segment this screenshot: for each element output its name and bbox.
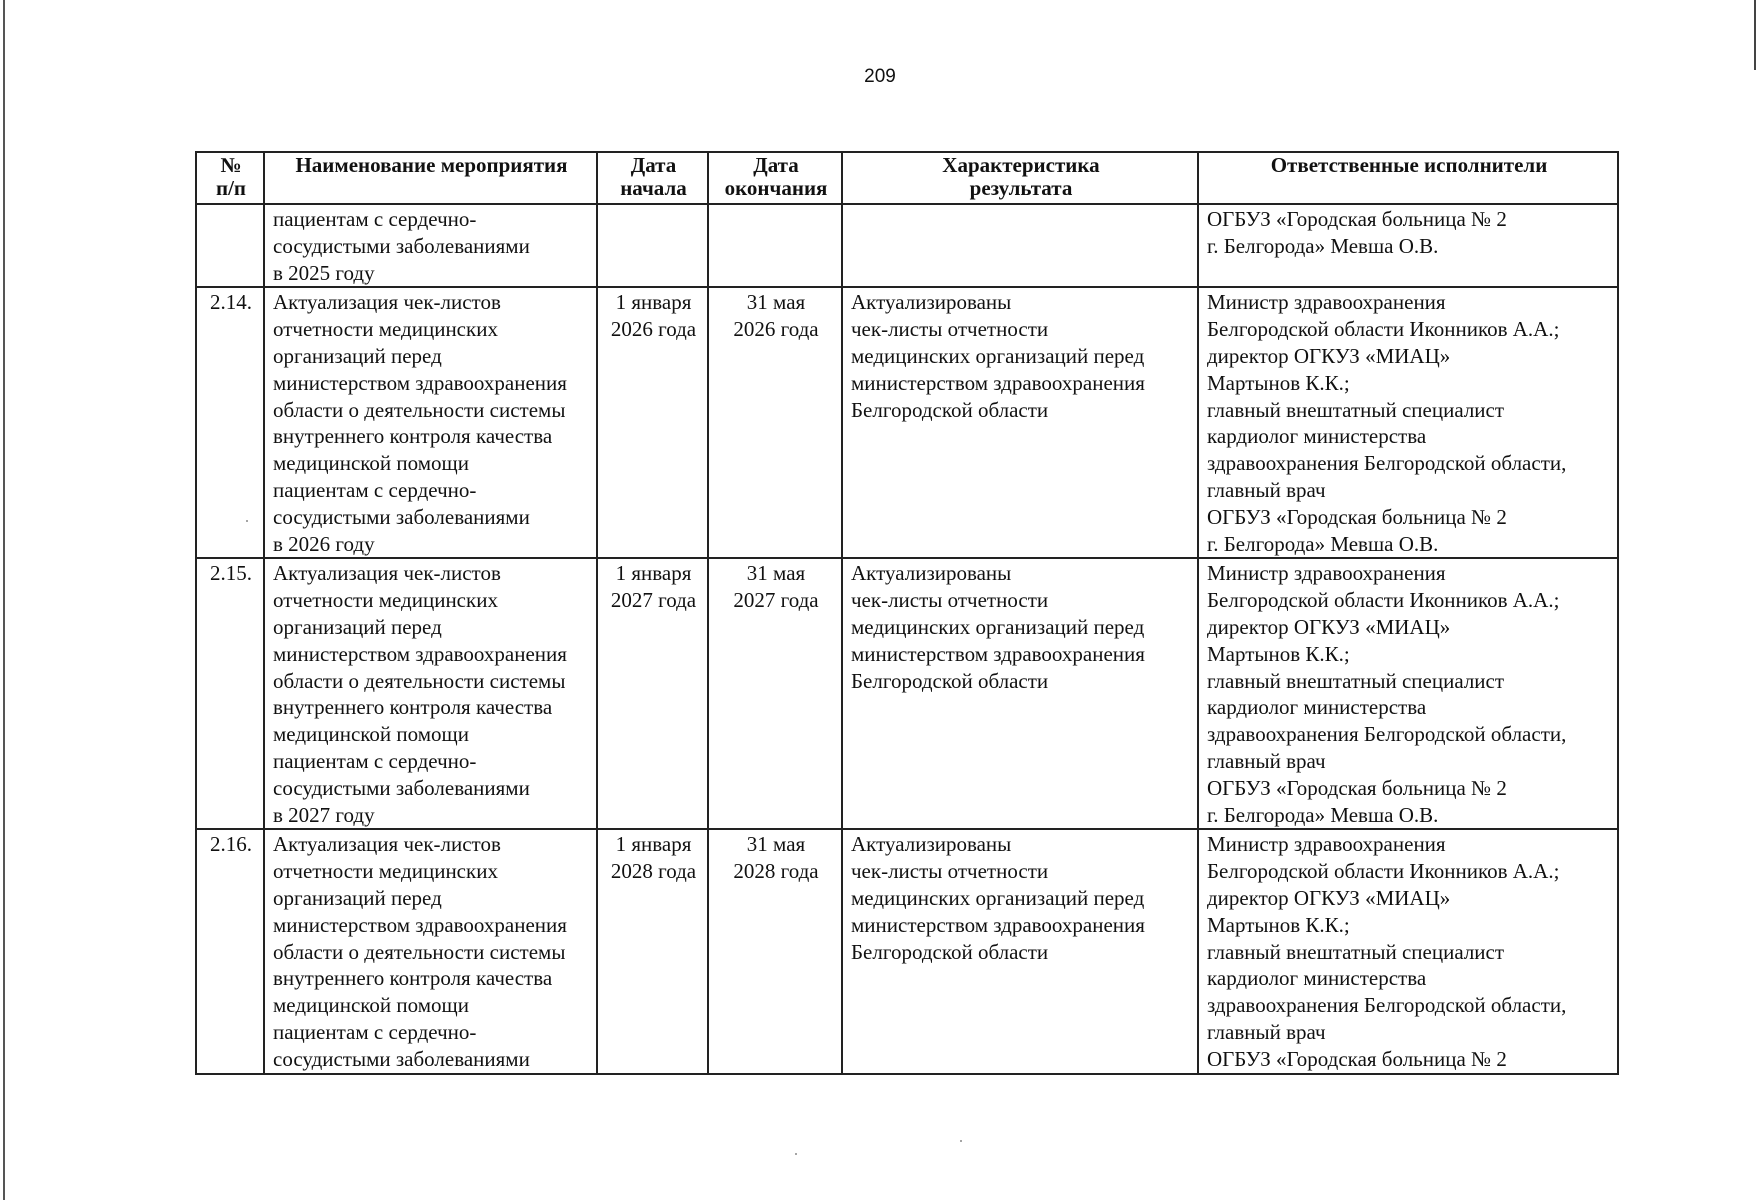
row-start-date bbox=[597, 558, 708, 829]
cell-text-line: п/п bbox=[215, 176, 247, 200]
cell-text-line: внутреннего контроля качества bbox=[273, 695, 553, 720]
cell-text-line: организаций перед bbox=[273, 885, 442, 910]
cell-text-line: окончания bbox=[724, 176, 828, 200]
cell-text-line: медицинских организаций перед bbox=[851, 343, 1145, 368]
cell-text-line: Ответственные исполнители bbox=[1270, 153, 1548, 177]
row-responsible bbox=[1198, 558, 1618, 829]
row-activity-name bbox=[264, 287, 597, 558]
cell-text-line: министерством здравоохранения bbox=[851, 912, 1145, 937]
row-end-date bbox=[708, 204, 842, 287]
cell-text-line: медицинских организаций перед bbox=[851, 614, 1145, 639]
cell-text-line: главный врач bbox=[1207, 748, 1326, 773]
cell-text-line: пациентам с сердечно- bbox=[273, 1019, 477, 1044]
cell-text-line: Министр здравоохранения bbox=[1207, 290, 1446, 315]
cell-text-line: ОГБУЗ «Городская больница № 2 bbox=[1207, 775, 1507, 800]
cell-text-line: Министр здравоохранения bbox=[1207, 561, 1446, 586]
cell-text-line: 2026 года bbox=[610, 317, 697, 342]
cell-text-line: области о деятельности системы bbox=[273, 668, 566, 693]
cell-text-line: Дата bbox=[630, 153, 677, 177]
cell-text-line: Актуализация чек-листов bbox=[273, 561, 501, 586]
cell-text-line: отчетности медицинских bbox=[273, 588, 498, 613]
header-activity-name bbox=[264, 152, 597, 204]
cell-text-line: министерством здравоохранения bbox=[273, 641, 567, 666]
cell-text-line: 2027 года bbox=[610, 588, 697, 613]
cell-text-line: г. Белгорода» Мевша О.В. bbox=[1207, 233, 1439, 258]
row-result bbox=[842, 204, 1198, 287]
row-activity-name bbox=[264, 204, 597, 287]
cell-text-line: отчетности медицинских bbox=[273, 859, 498, 884]
table-header-row bbox=[196, 152, 1618, 204]
cell-text-line: сосудистыми заболеваниями bbox=[273, 775, 530, 800]
cell-text-line: внутреннего контроля качества bbox=[273, 424, 553, 449]
cell-text-line: Мартынов К.К.; bbox=[1207, 912, 1350, 937]
row-number: 2.15. bbox=[196, 558, 264, 829]
cell-text-line: Мартынов К.К.; bbox=[1207, 641, 1350, 666]
cell-text-line: 2028 года bbox=[733, 859, 819, 884]
cell-text-line: начала bbox=[620, 176, 687, 200]
cell-text-line: в 2026 году bbox=[273, 531, 375, 556]
row-result bbox=[842, 558, 1198, 829]
cell-text-line: области о деятельности системы bbox=[273, 397, 566, 422]
cell-text-line: 1 января bbox=[615, 832, 692, 857]
table-row bbox=[196, 558, 1618, 829]
cell-text-line: ОГБУЗ «Городская больница № 2 bbox=[1207, 504, 1507, 529]
row-start-date bbox=[597, 204, 708, 287]
cell-text-line: Актуализированы bbox=[851, 290, 1012, 315]
cell-text-line: Мартынов К.К.; bbox=[1207, 370, 1350, 395]
cell-text-line: Белгородской области Иконников А.А.; bbox=[1207, 588, 1560, 613]
cell-text-line: сосудистыми заболеваниями bbox=[273, 1046, 530, 1071]
table-row bbox=[196, 287, 1618, 558]
cell-text-line: 31 мая bbox=[746, 290, 806, 315]
cell-text-line: кардиолог министерства bbox=[1207, 966, 1427, 991]
cell-text-line: Актуализация чек-листов bbox=[273, 290, 501, 315]
cell-text-line: № bbox=[220, 153, 242, 177]
cell-text-line: отчетности медицинских bbox=[273, 317, 498, 342]
cell-text-line: 31 мая bbox=[746, 561, 806, 586]
cell-text-line: кардиолог министерства bbox=[1207, 695, 1427, 720]
row-activity-name bbox=[264, 829, 597, 1073]
cell-text-line: Белгородской области bbox=[851, 397, 1049, 422]
cell-text-line: сосудистыми заболеваниями bbox=[273, 504, 530, 529]
scan-speck bbox=[960, 1140, 962, 1142]
cell-text-line: в 2027 году bbox=[273, 802, 375, 827]
cell-text-line: Белгородской области Иконников А.А.; bbox=[1207, 317, 1560, 342]
row-result bbox=[842, 287, 1198, 558]
row-start-date bbox=[597, 829, 708, 1073]
cell-text-line: пациентам с сердечно- bbox=[273, 477, 477, 502]
cell-text-line: Характеристика bbox=[942, 153, 1100, 177]
cell-text-line: организаций перед bbox=[273, 614, 442, 639]
header-end-date bbox=[708, 152, 842, 204]
cell-text-line: сосудистыми заболеваниями bbox=[273, 233, 530, 258]
scan-speck bbox=[795, 1153, 797, 1155]
header-number bbox=[196, 152, 264, 204]
cell-text-line: Наименование мероприятия bbox=[295, 153, 568, 177]
row-end-date bbox=[708, 829, 842, 1073]
cell-text-line: чек-листы отчетности bbox=[851, 588, 1049, 613]
row-number bbox=[196, 204, 264, 287]
cell-text-line: области о деятельности системы bbox=[273, 939, 566, 964]
row-activity-name bbox=[264, 558, 597, 829]
row-responsible bbox=[1198, 287, 1618, 558]
cell-text-line: главный врач bbox=[1207, 1019, 1326, 1044]
cell-text-line: директор ОГКУЗ «МИАЦ» bbox=[1207, 885, 1451, 910]
cell-text-line: 31 мая bbox=[746, 832, 806, 857]
row-number: 2.16. bbox=[196, 829, 264, 1073]
cell-text-line: в 2025 году bbox=[273, 260, 375, 285]
scan-speck bbox=[246, 520, 248, 522]
cell-text-line: 2026 года bbox=[733, 317, 819, 342]
cell-text-line: медицинской помощи bbox=[273, 993, 469, 1018]
cell-text-line: медицинских организаций перед bbox=[851, 885, 1145, 910]
row-end-date bbox=[708, 287, 842, 558]
cell-text-line: 2027 года bbox=[733, 588, 819, 613]
scan-edge-right bbox=[1754, 0, 1756, 70]
row-responsible bbox=[1198, 829, 1618, 1073]
table-row bbox=[196, 204, 1618, 287]
cell-text-line: 1 января bbox=[615, 561, 692, 586]
cell-text-line: ОГБУЗ «Городская больница № 2 bbox=[1207, 207, 1507, 231]
cell-text-line: министерством здравоохранения bbox=[273, 370, 567, 395]
cell-text-line: Белгородской области Иконников А.А.; bbox=[1207, 859, 1560, 884]
cell-text-line: Министр здравоохранения bbox=[1207, 832, 1446, 857]
cell-text-line: 2028 года bbox=[610, 859, 697, 884]
cell-text-line: 1 января bbox=[615, 290, 692, 315]
cell-text-line: ОГБУЗ «Городская больница № 2 bbox=[1207, 1046, 1507, 1071]
cell-text-line: министерством здравоохранения bbox=[851, 641, 1145, 666]
cell-text-line: здравоохранения Белгородской области, bbox=[1207, 722, 1567, 747]
cell-text-line: главный врач bbox=[1207, 477, 1326, 502]
cell-text-line: здравоохранения Белгородской области, bbox=[1207, 451, 1567, 476]
header-result bbox=[842, 152, 1198, 204]
cell-text-line: Актуализированы bbox=[851, 561, 1012, 586]
cell-text-line: внутреннего контроля качества bbox=[273, 966, 553, 991]
table-row bbox=[196, 829, 1618, 1073]
cell-text-line: министерством здравоохранения bbox=[273, 912, 567, 937]
cell-text-line: Дата bbox=[753, 153, 799, 177]
cell-text-line: пациентам с сердечно- bbox=[273, 207, 477, 231]
row-number: 2.14. bbox=[196, 287, 264, 558]
cell-text-line: министерством здравоохранения bbox=[851, 370, 1145, 395]
cell-text-line: директор ОГКУЗ «МИАЦ» bbox=[1207, 343, 1451, 368]
row-responsible bbox=[1198, 204, 1618, 287]
page-number: 209 bbox=[864, 66, 896, 87]
header-start-date bbox=[597, 152, 708, 204]
cell-text-line: медицинской помощи bbox=[273, 451, 469, 476]
row-start-date bbox=[597, 287, 708, 558]
cell-text-line: главный внештатный специалист bbox=[1207, 939, 1505, 964]
cell-text-line: организаций перед bbox=[273, 343, 442, 368]
cell-text-line: пациентам с сердечно- bbox=[273, 748, 477, 773]
cell-text-line: директор ОГКУЗ «МИАЦ» bbox=[1207, 614, 1451, 639]
cell-text-line: чек-листы отчетности bbox=[851, 859, 1049, 884]
cell-text-line: здравоохранения Белгородской области, bbox=[1207, 993, 1567, 1018]
cell-text-line: Актуализация чек-листов bbox=[273, 832, 501, 857]
cell-text-line: результата bbox=[969, 176, 1073, 200]
cell-text-line: чек-листы отчетности bbox=[851, 317, 1049, 342]
cell-text-line: г. Белгорода» Мевша О.В. bbox=[1207, 531, 1439, 556]
cell-text-line: медицинской помощи bbox=[273, 722, 469, 747]
cell-text-line: главный внештатный специалист bbox=[1207, 668, 1505, 693]
row-end-date bbox=[708, 558, 842, 829]
header-responsible bbox=[1198, 152, 1618, 204]
cell-text-line: Актуализированы bbox=[851, 832, 1012, 857]
cell-text-line: г. Белгорода» Мевша О.В. bbox=[1207, 802, 1439, 827]
cell-text-line: Белгородской области bbox=[851, 939, 1049, 964]
cell-text-line: кардиолог министерства bbox=[1207, 424, 1427, 449]
cell-text-line: Белгородской области bbox=[851, 668, 1049, 693]
cell-text-line: главный внештатный специалист bbox=[1207, 397, 1505, 422]
scan-edge-left bbox=[3, 0, 5, 1200]
activities-table bbox=[195, 151, 1619, 1075]
row-result bbox=[842, 829, 1198, 1073]
